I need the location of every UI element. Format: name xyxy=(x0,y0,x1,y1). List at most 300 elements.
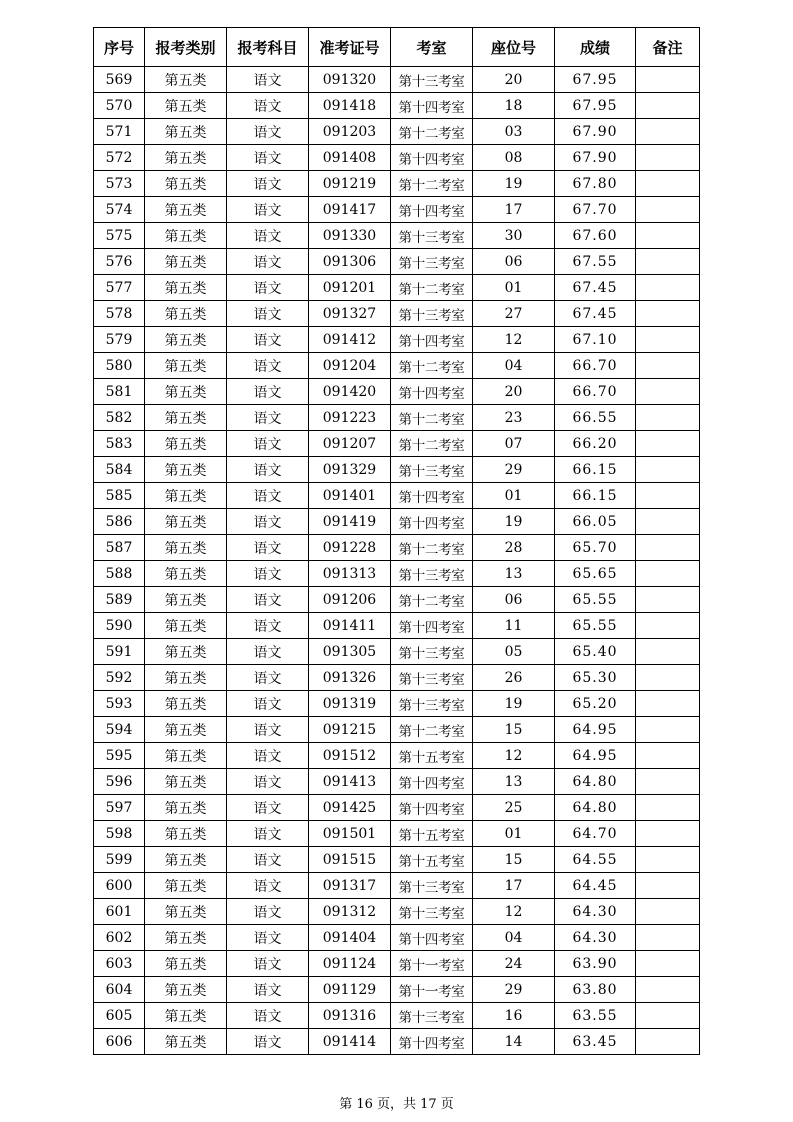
seat-cell: 12 xyxy=(473,327,555,353)
ticket-cell: 091219 xyxy=(309,171,391,197)
seat-cell: 26 xyxy=(473,665,555,691)
ticket-cell: 091408 xyxy=(309,145,391,171)
score-cell: 64.95 xyxy=(555,717,636,743)
category-cell: 第五类 xyxy=(145,639,227,665)
remarks-cell xyxy=(636,925,700,951)
table-row xyxy=(94,327,700,353)
table-row xyxy=(94,275,700,301)
score-cell: 66.70 xyxy=(555,379,636,405)
ticket-cell: 091223 xyxy=(309,405,391,431)
table-row xyxy=(94,171,700,197)
seq-cell: 570 xyxy=(94,93,145,119)
room-cell: 第十四考室 xyxy=(391,769,473,795)
seat-cell: 16 xyxy=(473,1003,555,1029)
score-cell: 65.30 xyxy=(555,665,636,691)
subject-cell: 语文 xyxy=(227,951,309,977)
seq-cell: 578 xyxy=(94,301,145,327)
seq-cell: 583 xyxy=(94,431,145,457)
table-row xyxy=(94,639,700,665)
seat-cell: 23 xyxy=(473,405,555,431)
score-cell: 66.05 xyxy=(555,509,636,535)
score-cell: 65.65 xyxy=(555,561,636,587)
table-row xyxy=(94,925,700,951)
seat-cell: 29 xyxy=(473,457,555,483)
ticket-cell: 091329 xyxy=(309,457,391,483)
category-cell: 第五类 xyxy=(145,1003,227,1029)
subject-cell: 语文 xyxy=(227,197,309,223)
table-row xyxy=(94,1003,700,1029)
seat-cell: 05 xyxy=(473,639,555,665)
header-score: 成绩 xyxy=(555,28,636,67)
category-cell: 第五类 xyxy=(145,197,227,223)
subject-cell: 语文 xyxy=(227,509,309,535)
table-row xyxy=(94,743,700,769)
room-cell: 第十三考室 xyxy=(391,639,473,665)
room-cell: 第十三考室 xyxy=(391,665,473,691)
room-cell: 第十四考室 xyxy=(391,197,473,223)
category-cell: 第五类 xyxy=(145,301,227,327)
category-cell: 第五类 xyxy=(145,379,227,405)
table-row xyxy=(94,769,700,795)
seq-cell: 577 xyxy=(94,275,145,301)
remarks-cell xyxy=(636,457,700,483)
remarks-cell xyxy=(636,353,700,379)
room-cell: 第十二考室 xyxy=(391,587,473,613)
table-row xyxy=(94,379,700,405)
score-cell: 67.90 xyxy=(555,119,636,145)
ticket-cell: 091204 xyxy=(309,353,391,379)
room-cell: 第十二考室 xyxy=(391,535,473,561)
subject-cell: 语文 xyxy=(227,873,309,899)
header-subject: 报考科目 xyxy=(227,28,309,67)
room-cell: 第十一考室 xyxy=(391,977,473,1003)
subject-cell: 语文 xyxy=(227,431,309,457)
room-cell: 第十二考室 xyxy=(391,171,473,197)
score-cell: 64.30 xyxy=(555,899,636,925)
subject-cell: 语文 xyxy=(227,847,309,873)
remarks-cell xyxy=(636,795,700,821)
seq-cell: 573 xyxy=(94,171,145,197)
remarks-cell xyxy=(636,561,700,587)
ticket-cell: 091313 xyxy=(309,561,391,587)
seat-cell: 19 xyxy=(473,691,555,717)
seq-cell: 587 xyxy=(94,535,145,561)
remarks-cell xyxy=(636,1029,700,1055)
seat-cell: 18 xyxy=(473,93,555,119)
category-cell: 第五类 xyxy=(145,587,227,613)
remarks-cell xyxy=(636,743,700,769)
room-cell: 第十五考室 xyxy=(391,821,473,847)
score-cell: 65.55 xyxy=(555,613,636,639)
table-row xyxy=(94,821,700,847)
category-cell: 第五类 xyxy=(145,535,227,561)
seq-cell: 590 xyxy=(94,613,145,639)
ticket-cell: 091330 xyxy=(309,223,391,249)
subject-cell: 语文 xyxy=(227,457,309,483)
subject-cell: 语文 xyxy=(227,613,309,639)
category-cell: 第五类 xyxy=(145,353,227,379)
seq-cell: 606 xyxy=(94,1029,145,1055)
category-cell: 第五类 xyxy=(145,145,227,171)
category-cell: 第五类 xyxy=(145,847,227,873)
score-cell: 64.70 xyxy=(555,821,636,847)
score-cell: 66.15 xyxy=(555,483,636,509)
ticket-cell: 091316 xyxy=(309,1003,391,1029)
table-row xyxy=(94,249,700,275)
category-cell: 第五类 xyxy=(145,171,227,197)
table-row xyxy=(94,873,700,899)
remarks-cell xyxy=(636,1003,700,1029)
subject-cell: 语文 xyxy=(227,1029,309,1055)
seq-cell: 597 xyxy=(94,795,145,821)
remarks-cell xyxy=(636,405,700,431)
room-cell: 第十三考室 xyxy=(391,691,473,717)
remarks-cell xyxy=(636,431,700,457)
remarks-cell xyxy=(636,613,700,639)
subject-cell: 语文 xyxy=(227,1003,309,1029)
room-cell: 第十二考室 xyxy=(391,275,473,301)
category-cell: 第五类 xyxy=(145,223,227,249)
seq-cell: 596 xyxy=(94,769,145,795)
table-row xyxy=(94,93,700,119)
room-cell: 第十三考室 xyxy=(391,873,473,899)
seat-cell: 20 xyxy=(473,379,555,405)
subject-cell: 语文 xyxy=(227,795,309,821)
ticket-cell: 091501 xyxy=(309,821,391,847)
category-cell: 第五类 xyxy=(145,431,227,457)
seat-cell: 04 xyxy=(473,353,555,379)
score-cell: 67.95 xyxy=(555,67,636,93)
score-cell: 67.45 xyxy=(555,301,636,327)
seat-cell: 17 xyxy=(473,873,555,899)
ticket-cell: 091305 xyxy=(309,639,391,665)
category-cell: 第五类 xyxy=(145,275,227,301)
seat-cell: 04 xyxy=(473,925,555,951)
seq-cell: 595 xyxy=(94,743,145,769)
category-cell: 第五类 xyxy=(145,93,227,119)
score-cell: 67.95 xyxy=(555,93,636,119)
room-cell: 第十二考室 xyxy=(391,431,473,457)
room-cell: 第十四考室 xyxy=(391,483,473,509)
seq-cell: 569 xyxy=(94,67,145,93)
subject-cell: 语文 xyxy=(227,93,309,119)
seat-cell: 06 xyxy=(473,587,555,613)
score-cell: 63.55 xyxy=(555,1003,636,1029)
seat-cell: 29 xyxy=(473,977,555,1003)
category-cell: 第五类 xyxy=(145,691,227,717)
subject-cell: 语文 xyxy=(227,145,309,171)
ticket-cell: 091215 xyxy=(309,717,391,743)
ticket-cell: 091206 xyxy=(309,587,391,613)
category-cell: 第五类 xyxy=(145,977,227,1003)
room-cell: 第十四考室 xyxy=(391,1029,473,1055)
ticket-cell: 091412 xyxy=(309,327,391,353)
header-exam-room: 考室 xyxy=(391,28,473,67)
seat-cell: 19 xyxy=(473,171,555,197)
remarks-cell xyxy=(636,171,700,197)
category-cell: 第五类 xyxy=(145,327,227,353)
ticket-cell: 091401 xyxy=(309,483,391,509)
score-cell: 64.95 xyxy=(555,743,636,769)
ticket-cell: 091326 xyxy=(309,665,391,691)
remarks-cell xyxy=(636,249,700,275)
remarks-cell xyxy=(636,769,700,795)
remarks-cell xyxy=(636,899,700,925)
category-cell: 第五类 xyxy=(145,483,227,509)
subject-cell: 语文 xyxy=(227,483,309,509)
remarks-cell xyxy=(636,691,700,717)
room-cell: 第十四考室 xyxy=(391,925,473,951)
table-row xyxy=(94,457,700,483)
category-cell: 第五类 xyxy=(145,561,227,587)
remarks-cell xyxy=(636,587,700,613)
seq-cell: 580 xyxy=(94,353,145,379)
ticket-cell: 091203 xyxy=(309,119,391,145)
subject-cell: 语文 xyxy=(227,639,309,665)
room-cell: 第十三考室 xyxy=(391,67,473,93)
ticket-cell: 091129 xyxy=(309,977,391,1003)
seat-cell: 15 xyxy=(473,717,555,743)
seat-cell: 19 xyxy=(473,509,555,535)
score-cell: 65.55 xyxy=(555,587,636,613)
ticket-cell: 091306 xyxy=(309,249,391,275)
ticket-cell: 091417 xyxy=(309,197,391,223)
room-cell: 第十四考室 xyxy=(391,379,473,405)
subject-cell: 语文 xyxy=(227,249,309,275)
remarks-cell xyxy=(636,951,700,977)
subject-cell: 语文 xyxy=(227,743,309,769)
seq-cell: 585 xyxy=(94,483,145,509)
category-cell: 第五类 xyxy=(145,717,227,743)
score-cell: 66.55 xyxy=(555,405,636,431)
score-cell: 67.90 xyxy=(555,145,636,171)
remarks-cell xyxy=(636,145,700,171)
subject-cell: 语文 xyxy=(227,665,309,691)
seat-cell: 30 xyxy=(473,223,555,249)
score-cell: 66.70 xyxy=(555,353,636,379)
score-cell: 64.55 xyxy=(555,847,636,873)
category-cell: 第五类 xyxy=(145,899,227,925)
seq-cell: 574 xyxy=(94,197,145,223)
room-cell: 第十三考室 xyxy=(391,249,473,275)
header-seat-number: 座位号 xyxy=(473,28,555,67)
score-cell: 63.90 xyxy=(555,951,636,977)
score-cell: 64.80 xyxy=(555,795,636,821)
seq-cell: 584 xyxy=(94,457,145,483)
subject-cell: 语文 xyxy=(227,821,309,847)
seq-cell: 571 xyxy=(94,119,145,145)
table-row xyxy=(94,665,700,691)
ticket-cell: 091419 xyxy=(309,509,391,535)
score-cell: 65.70 xyxy=(555,535,636,561)
remarks-cell xyxy=(636,119,700,145)
seq-cell: 592 xyxy=(94,665,145,691)
category-cell: 第五类 xyxy=(145,67,227,93)
room-cell: 第十三考室 xyxy=(391,899,473,925)
seat-cell: 12 xyxy=(473,743,555,769)
score-cell: 65.40 xyxy=(555,639,636,665)
room-cell: 第十四考室 xyxy=(391,509,473,535)
table-row xyxy=(94,483,700,509)
seq-cell: 599 xyxy=(94,847,145,873)
seq-cell: 575 xyxy=(94,223,145,249)
table-row xyxy=(94,119,700,145)
room-cell: 第十四考室 xyxy=(391,145,473,171)
table-row xyxy=(94,431,700,457)
score-cell: 67.70 xyxy=(555,197,636,223)
seq-cell: 589 xyxy=(94,587,145,613)
table-row xyxy=(94,717,700,743)
seq-cell: 572 xyxy=(94,145,145,171)
header-seq: 序号 xyxy=(94,28,145,67)
category-cell: 第五类 xyxy=(145,457,227,483)
category-cell: 第五类 xyxy=(145,821,227,847)
ticket-cell: 091404 xyxy=(309,925,391,951)
room-cell: 第十五考室 xyxy=(391,743,473,769)
seat-cell: 17 xyxy=(473,197,555,223)
subject-cell: 语文 xyxy=(227,717,309,743)
score-cell: 64.80 xyxy=(555,769,636,795)
room-cell: 第十一考室 xyxy=(391,951,473,977)
table-row xyxy=(94,405,700,431)
ticket-cell: 091320 xyxy=(309,67,391,93)
room-cell: 第十四考室 xyxy=(391,795,473,821)
seat-cell: 13 xyxy=(473,561,555,587)
seq-cell: 605 xyxy=(94,1003,145,1029)
subject-cell: 语文 xyxy=(227,171,309,197)
seq-cell: 598 xyxy=(94,821,145,847)
room-cell: 第十四考室 xyxy=(391,613,473,639)
seat-cell: 06 xyxy=(473,249,555,275)
seat-cell: 14 xyxy=(473,1029,555,1055)
table-row xyxy=(94,223,700,249)
header-remarks: 备注 xyxy=(636,28,700,67)
subject-cell: 语文 xyxy=(227,977,309,1003)
category-cell: 第五类 xyxy=(145,613,227,639)
seat-cell: 24 xyxy=(473,951,555,977)
category-cell: 第五类 xyxy=(145,249,227,275)
ticket-cell: 091201 xyxy=(309,275,391,301)
seq-cell: 600 xyxy=(94,873,145,899)
remarks-cell xyxy=(636,275,700,301)
score-table xyxy=(93,27,700,1055)
seat-cell: 25 xyxy=(473,795,555,821)
subject-cell: 语文 xyxy=(227,691,309,717)
room-cell: 第十三考室 xyxy=(391,301,473,327)
room-cell: 第十五考室 xyxy=(391,847,473,873)
subject-cell: 语文 xyxy=(227,379,309,405)
table-row xyxy=(94,587,700,613)
seq-cell: 588 xyxy=(94,561,145,587)
table-row xyxy=(94,899,700,925)
category-cell: 第五类 xyxy=(145,119,227,145)
seat-cell: 27 xyxy=(473,301,555,327)
remarks-cell xyxy=(636,379,700,405)
seq-cell: 591 xyxy=(94,639,145,665)
table-row xyxy=(94,561,700,587)
category-cell: 第五类 xyxy=(145,951,227,977)
category-cell: 第五类 xyxy=(145,873,227,899)
seq-cell: 604 xyxy=(94,977,145,1003)
seat-cell: 20 xyxy=(473,67,555,93)
room-cell: 第十三考室 xyxy=(391,223,473,249)
table-body xyxy=(94,67,700,1055)
table-row xyxy=(94,951,700,977)
seq-cell: 603 xyxy=(94,951,145,977)
subject-cell: 语文 xyxy=(227,327,309,353)
table-row xyxy=(94,977,700,1003)
subject-cell: 语文 xyxy=(227,925,309,951)
score-cell: 67.10 xyxy=(555,327,636,353)
remarks-cell xyxy=(636,327,700,353)
subject-cell: 语文 xyxy=(227,67,309,93)
table-header xyxy=(94,28,700,67)
seq-cell: 581 xyxy=(94,379,145,405)
subject-cell: 语文 xyxy=(227,561,309,587)
ticket-cell: 091515 xyxy=(309,847,391,873)
score-cell: 67.55 xyxy=(555,249,636,275)
room-cell: 第十四考室 xyxy=(391,93,473,119)
ticket-cell: 091512 xyxy=(309,743,391,769)
subject-cell: 语文 xyxy=(227,769,309,795)
header-row xyxy=(94,28,700,67)
room-cell: 第十二考室 xyxy=(391,405,473,431)
seat-cell: 01 xyxy=(473,821,555,847)
seat-cell: 28 xyxy=(473,535,555,561)
score-cell: 65.20 xyxy=(555,691,636,717)
room-cell: 第十三考室 xyxy=(391,561,473,587)
seq-cell: 602 xyxy=(94,925,145,951)
seq-cell: 582 xyxy=(94,405,145,431)
score-cell: 63.80 xyxy=(555,977,636,1003)
subject-cell: 语文 xyxy=(227,301,309,327)
seat-cell: 07 xyxy=(473,431,555,457)
score-cell: 66.15 xyxy=(555,457,636,483)
seat-cell: 12 xyxy=(473,899,555,925)
table-row xyxy=(94,847,700,873)
remarks-cell xyxy=(636,535,700,561)
score-cell: 66.20 xyxy=(555,431,636,457)
table-row xyxy=(94,67,700,93)
category-cell: 第五类 xyxy=(145,665,227,691)
remarks-cell xyxy=(636,873,700,899)
subject-cell: 语文 xyxy=(227,899,309,925)
ticket-cell: 091414 xyxy=(309,1029,391,1055)
remarks-cell xyxy=(636,509,700,535)
score-cell: 64.30 xyxy=(555,925,636,951)
seat-cell: 13 xyxy=(473,769,555,795)
table-row xyxy=(94,197,700,223)
table-row xyxy=(94,145,700,171)
score-cell: 67.60 xyxy=(555,223,636,249)
table-row xyxy=(94,301,700,327)
ticket-cell: 091124 xyxy=(309,951,391,977)
remarks-cell xyxy=(636,301,700,327)
table-row xyxy=(94,795,700,821)
ticket-cell: 091425 xyxy=(309,795,391,821)
subject-cell: 语文 xyxy=(227,405,309,431)
seq-cell: 576 xyxy=(94,249,145,275)
table-row xyxy=(94,691,700,717)
ticket-cell: 091312 xyxy=(309,899,391,925)
seq-cell: 586 xyxy=(94,509,145,535)
remarks-cell xyxy=(636,665,700,691)
seq-cell: 579 xyxy=(94,327,145,353)
remarks-cell xyxy=(636,67,700,93)
subject-cell: 语文 xyxy=(227,587,309,613)
score-cell: 67.80 xyxy=(555,171,636,197)
room-cell: 第十三考室 xyxy=(391,457,473,483)
